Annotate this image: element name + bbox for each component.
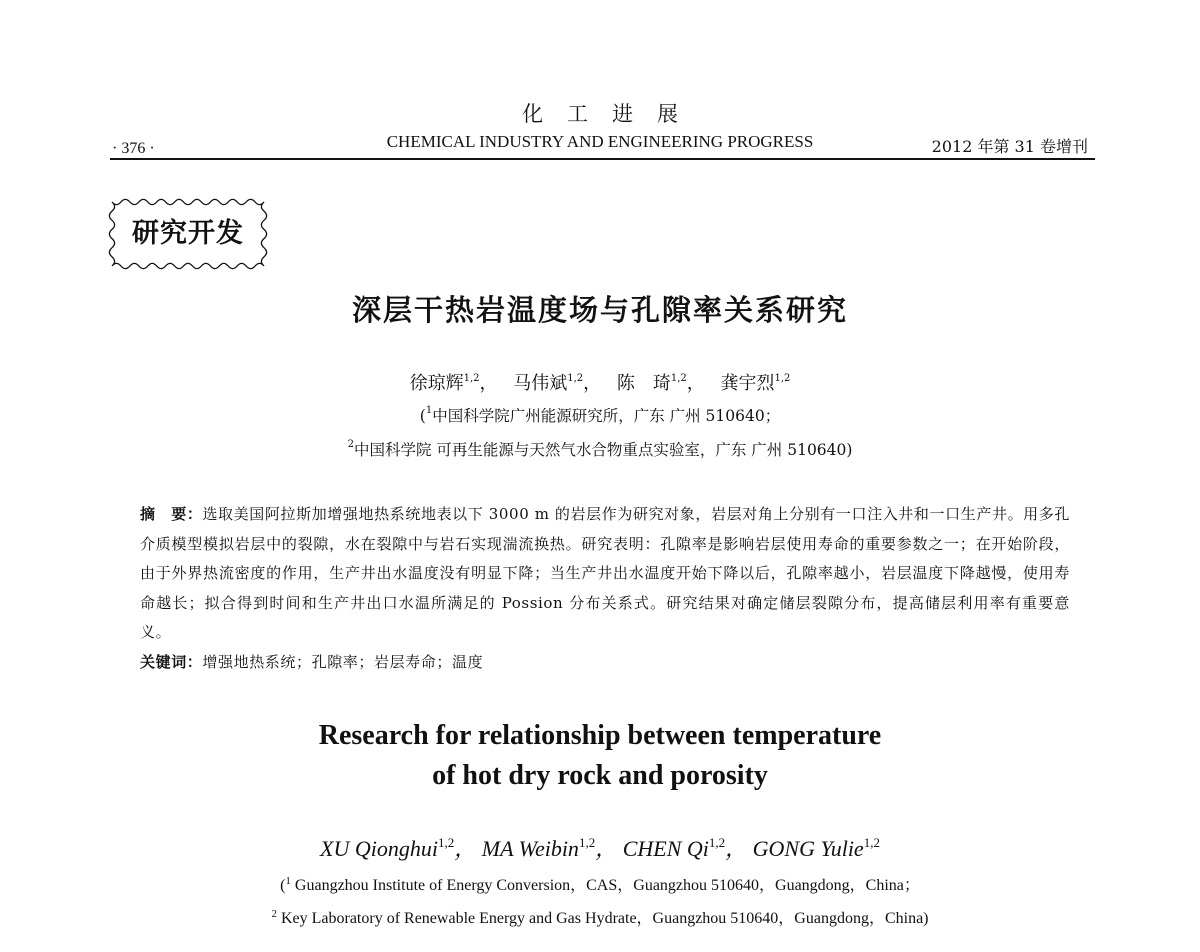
paper-title-en-line2: of hot dry rock and porosity <box>432 760 768 791</box>
author-cn: 陈 琦$^{1,2}$， <box>616 373 705 394</box>
affiliation-cn-2: $^2$中国科学院 可再生能源与天然气水合物重点实验室，广东 广州 510640) <box>347 439 853 459</box>
author-list-en <box>0 832 1200 863</box>
journal-title-en: CHEMICAL INDUSTRY AND ENGINEERING PROGRESS <box>386 132 814 151</box>
author-cn: 龚宇烈$^{1,2}$ <box>720 373 791 394</box>
author-en: CHEN Qi$^{1,2}$， <box>622 835 748 861</box>
author-cn: 马伟斌$^{1,2}$， <box>513 373 602 394</box>
section-badge <box>108 198 268 270</box>
keywords-label: 关键词： <box>140 653 203 671</box>
paper-title-en <box>0 716 1200 796</box>
section-label: 研究开发 <box>132 218 244 249</box>
author-list-cn <box>0 369 1200 395</box>
abstract-label: 摘 要： <box>140 505 203 523</box>
keywords <box>140 651 483 672</box>
issue-info: 2012 年第 31 卷增刊 <box>931 137 1088 156</box>
keywords-text: 增强地热系统；孔隙率；岩层寿命；温度 <box>202 653 484 671</box>
header-rule <box>110 158 1095 160</box>
affiliation-cn-1: ($^1$中国科学院广州能源研究所，广东 广州 510640； <box>419 405 781 425</box>
paper-title-cn: 深层干热岩温度场与孔隙率关系研究 <box>351 293 848 327</box>
abstract <box>140 500 1070 648</box>
affiliation-en-1: ($^1$ Guangzhou Institute of Energy Conversion，CAS，Guangzhou 510640，Guangdong，China； <box>280 875 920 894</box>
abstract-text: 选取美国阿拉斯加增强地热系统地表以下 3000 m 的岩层作为研究对象，岩层对角上分别有一口注入井和一口生产井。用多孔介质模型模拟岩层中的裂隙，水在裂隙中与岩石实现湍流换热。研究表明：孔隙率是影响岩层使用寿命的重要参数之一；在开始阶段，由于外界热流密度的作用，生产井出水温度没有明显下降；当生产井出水温度开始下降以后，孔隙率越小，岩层温度下降越慢，使用寿命越长；拟合得到时间和生产井出口水温所满足的 Possion 分布关系式。研究结果对确定储层裂隙分布，提高储层利用率有重要意义。 <box>140 505 1070 642</box>
page-number: · 376 · <box>112 140 155 157</box>
author-en: GONG Yulie$^{1,2}$ <box>752 835 880 861</box>
affiliation-en-2: $^2$ Key Laboratory of Renewable Energy and Gas Hydrate，Guangzhou 510640，Guangdong，China) <box>271 908 929 927</box>
author-cn: 徐琼辉$^{1,2}$， <box>409 373 498 394</box>
journal-title-cn: 化工进展 <box>522 102 702 126</box>
author-en: MA Weibin$^{1,2}$， <box>481 835 618 861</box>
paper-title-en-line1: Research for relationship between temperature <box>318 720 882 751</box>
author-en: XU Qionghui$^{1,2}$， <box>320 835 477 861</box>
